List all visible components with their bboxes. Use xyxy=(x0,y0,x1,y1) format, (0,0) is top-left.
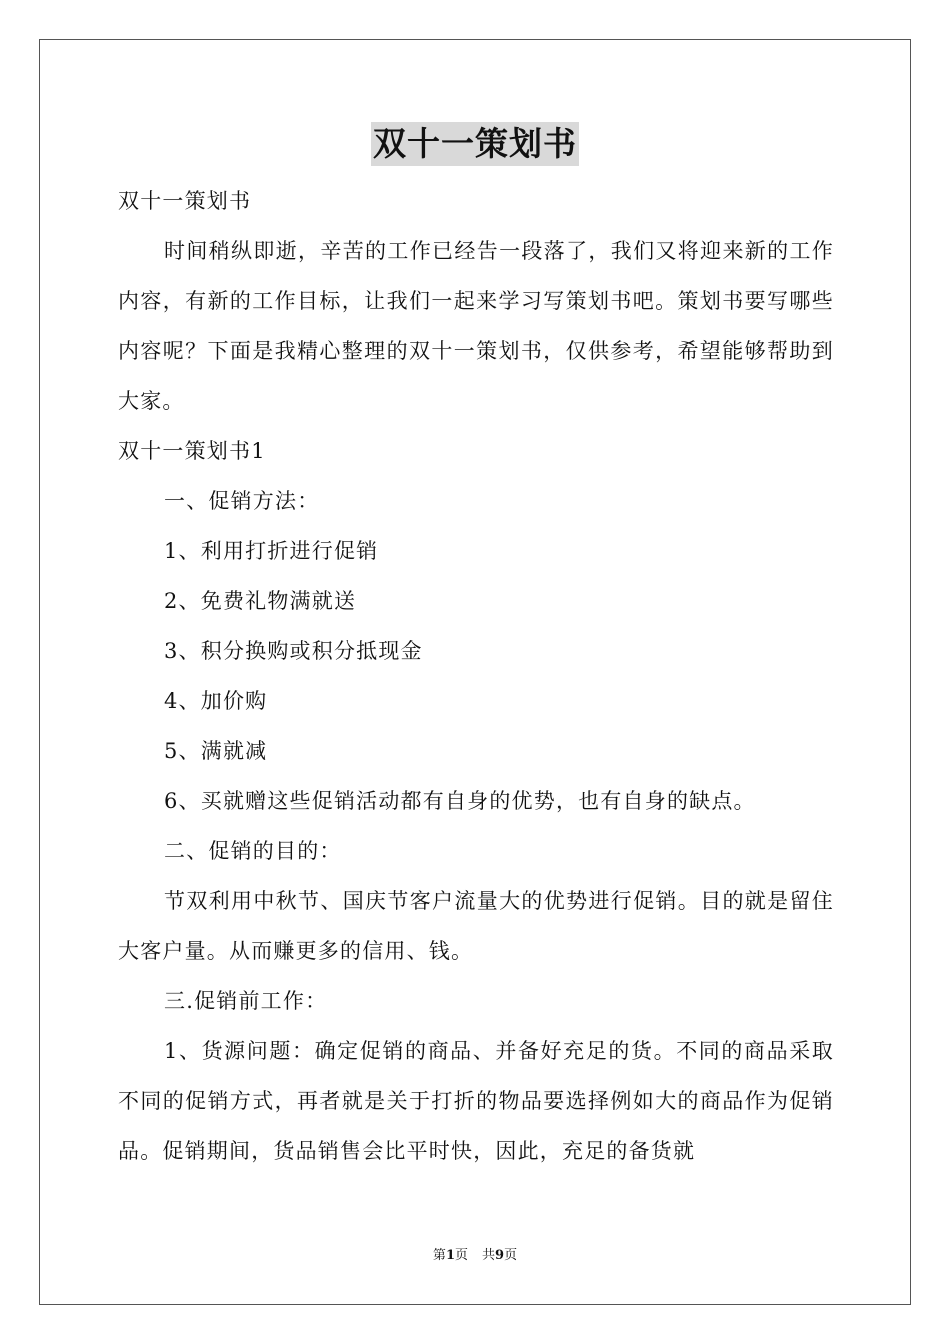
purpose-paragraph: 节双利用中秋节、国庆节客户流量大的优势进行促销。目的就是留住大客户量。从而赚更多的信用、钱。 xyxy=(118,889,834,963)
page-footer xyxy=(0,1246,950,1266)
total-prefix: 共 xyxy=(482,1248,496,1263)
page-prefix: 第 xyxy=(432,1248,446,1263)
pre-work-heading: 三.促销前工作： xyxy=(164,989,328,1013)
method-item: 3、积分换购或积分抵现金 xyxy=(164,639,423,663)
total-suffix: 页 xyxy=(504,1248,518,1263)
page-total: 9 xyxy=(495,1248,505,1263)
promo-purpose-heading: 二、促销的目的： xyxy=(164,839,342,863)
page-suffix: 页 xyxy=(454,1248,468,1263)
section-heading: 双十一策划书1 xyxy=(118,439,266,463)
title-container xyxy=(0,122,950,166)
document-body xyxy=(118,176,834,1176)
method-item: 2、免费礼物满就送 xyxy=(164,589,357,613)
document-title: 双十一策划书 xyxy=(371,122,579,166)
method-item: 4、加价购 xyxy=(164,689,268,713)
page-current: 1 xyxy=(445,1248,455,1263)
method-item: 6、买就赠这些促销活动都有自身的优势，也有自身的缺点。 xyxy=(164,789,756,813)
method-item: 1、利用打折进行促销 xyxy=(164,539,379,563)
subtitle: 双十一策划书 xyxy=(118,189,252,213)
intro-paragraph: 时间稍纵即逝，辛苦的工作已经告一段落了，我们又将迎来新的工作内容，有新的工作目标，让我们一起来学习写策划书吧。策划书要写哪些内容呢？下面是我精心整理的双十一策划书，仅供参考，希望能够帮助到大家。 xyxy=(118,239,834,413)
method-item: 5、满就减 xyxy=(164,739,268,763)
promo-methods-heading: 一、促销方法： xyxy=(164,489,320,513)
pre-work-paragraph: 1、货源问题：确定促销的商品、并备好充足的货。不同的商品采取不同的促销方式，再者就是关于打折的物品要选择例如大的商品作为促销品。促销期间，货品销售会比平时快，因此，充足的备货就 xyxy=(118,1039,834,1163)
